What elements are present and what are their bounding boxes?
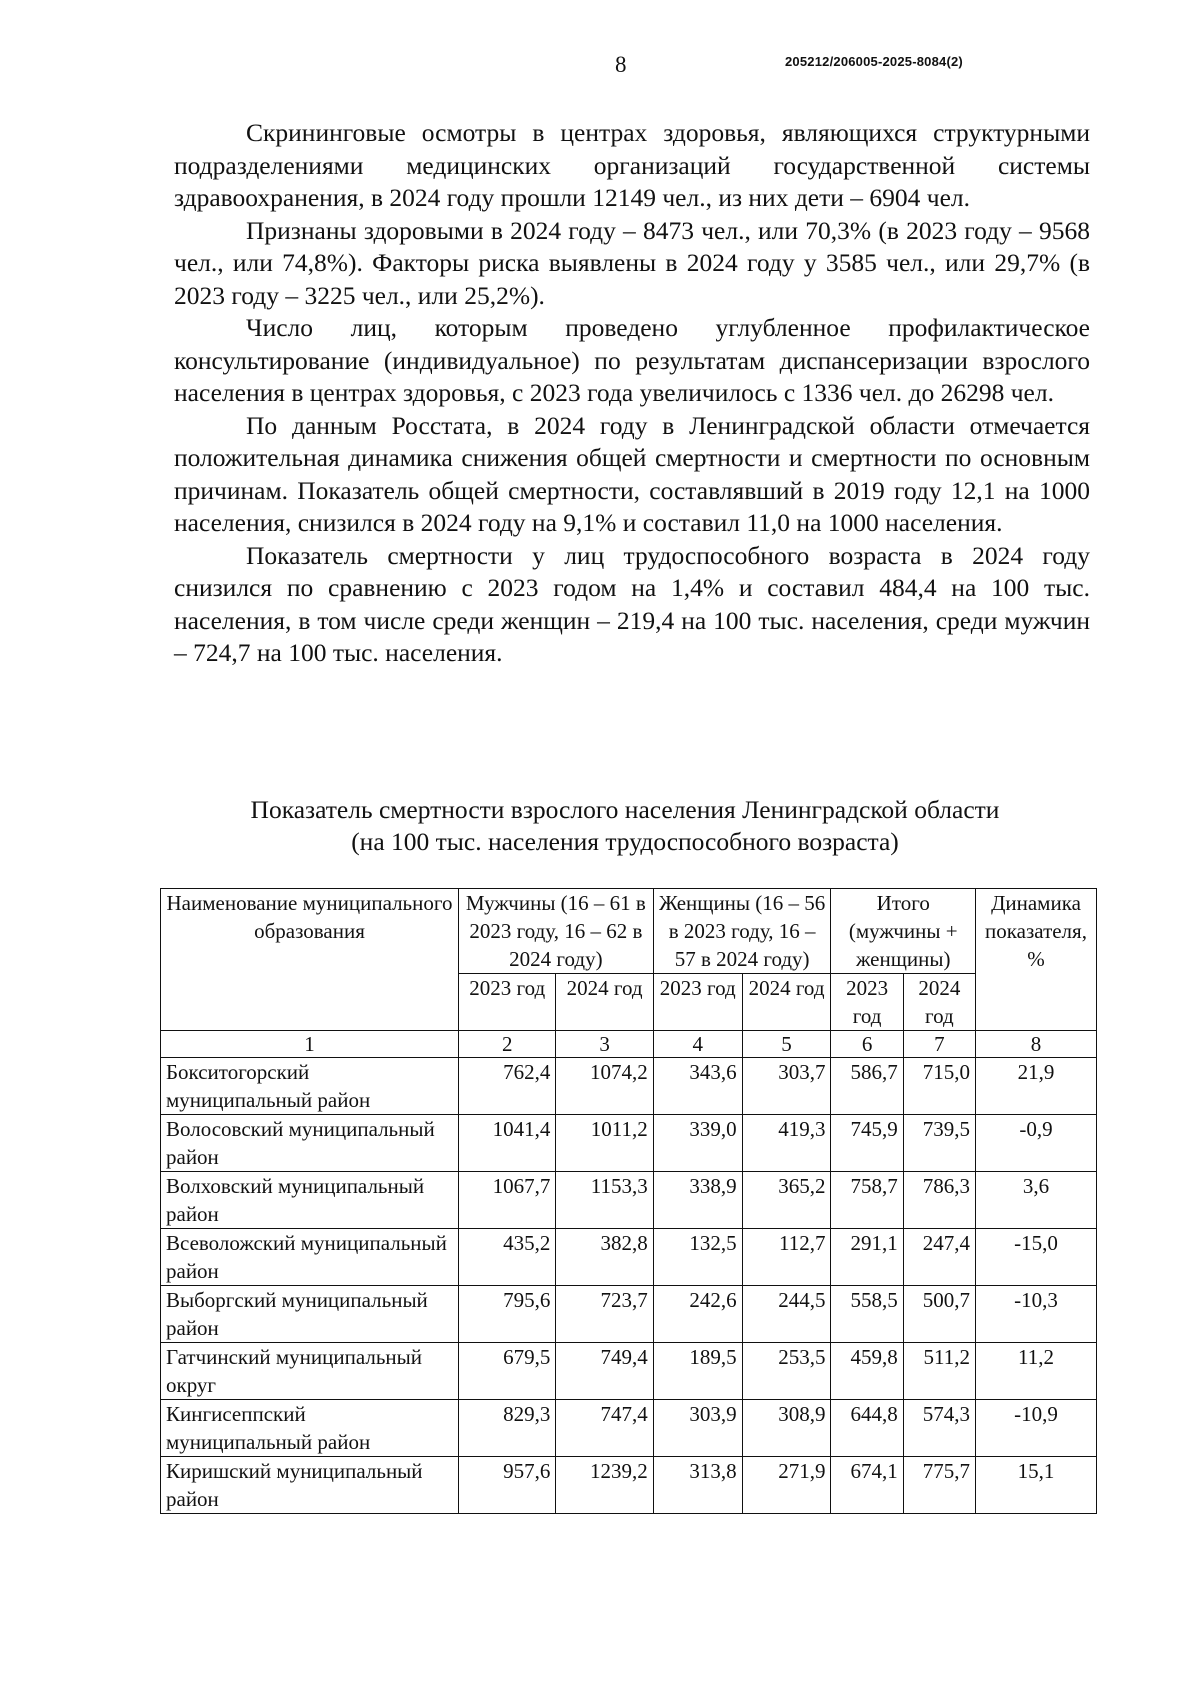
column-number: 6: [831, 1031, 903, 1058]
men-2024-value: 749,4: [556, 1343, 653, 1400]
header-year: 2023 год: [459, 974, 556, 1031]
table-row: [161, 1115, 1097, 1172]
total-2024-value: 739,5: [903, 1115, 975, 1172]
column-number: 3: [556, 1031, 653, 1058]
document-id: 205212/206005-2025-8084(2): [785, 54, 963, 69]
column-number: 8: [976, 1031, 1097, 1058]
total-2024-value: 715,0: [903, 1058, 975, 1115]
table-row: [161, 1229, 1097, 1286]
dynamics-value: 15,1: [976, 1457, 1097, 1514]
men-2023-value: 435,2: [459, 1229, 556, 1286]
table-row: [161, 1286, 1097, 1343]
women-2024-value: 253,5: [742, 1343, 831, 1400]
header-name: Наименование муниципального образования: [161, 889, 459, 1031]
men-2023-value: 795,6: [459, 1286, 556, 1343]
municipality-name: Выборгский муниципальный район: [161, 1286, 459, 1343]
header-year: 2024 год: [742, 974, 831, 1031]
header-year: 2023 год: [653, 974, 742, 1031]
header-year: 2024 год: [903, 974, 975, 1031]
header-dynamics: Динамика показателя, %: [976, 889, 1097, 1031]
header-women: Женщины (16 – 56 в 2023 году, 16 – 57 в 2024 году): [653, 889, 831, 974]
total-2023-value: 291,1: [831, 1229, 903, 1286]
women-2024-value: 303,7: [742, 1058, 831, 1115]
total-2023-value: 745,9: [831, 1115, 903, 1172]
women-2023-value: 132,5: [653, 1229, 742, 1286]
table-row: [161, 1343, 1097, 1400]
mortality-table: [160, 888, 1097, 1514]
men-2024-value: 723,7: [556, 1286, 653, 1343]
total-2023-value: 644,8: [831, 1400, 903, 1457]
men-2024-value: 1074,2: [556, 1058, 653, 1115]
municipality-name: Бокситогорский муниципальный район: [161, 1058, 459, 1115]
men-2023-value: 1067,7: [459, 1172, 556, 1229]
total-2023-value: 758,7: [831, 1172, 903, 1229]
total-2024-value: 574,3: [903, 1400, 975, 1457]
total-2023-value: 674,1: [831, 1457, 903, 1514]
men-2023-value: 957,6: [459, 1457, 556, 1514]
total-2023-value: 558,5: [831, 1286, 903, 1343]
dynamics-value: -10,3: [976, 1286, 1097, 1343]
paragraph: По данным Росстата, в 2024 году в Ленинградской области отмечается положительная динамика снижения общей смертности и смертности по основным причинам. Показатель общей смертности, составлявший в 2019 году 12,1 на 1000 населения, снизился в 2024 году на 9,1% и составил 11,0 на 1000 населения.: [174, 410, 1090, 537]
women-2023-value: 339,0: [653, 1115, 742, 1172]
men-2024-value: 382,8: [556, 1229, 653, 1286]
municipality-name: Всеволожский муниципальный район: [161, 1229, 459, 1286]
women-2023-value: 242,6: [653, 1286, 742, 1343]
women-2023-value: 313,8: [653, 1457, 742, 1514]
women-2023-value: 189,5: [653, 1343, 742, 1400]
dynamics-value: 3,6: [976, 1172, 1097, 1229]
paragraph: Скрининговые осмотры в центрах здоровья, являющихся структурными подразделениями медицинских организаций государственной системы здравоохранения, в 2024 году прошли 12149 чел., из них дети – 6904 чел.: [174, 118, 1090, 212]
women-2024-value: 308,9: [742, 1400, 831, 1457]
table-row: [161, 1058, 1097, 1115]
column-number: 5: [742, 1031, 831, 1058]
municipality-name: Киришский муниципальный район: [161, 1457, 459, 1514]
men-2023-value: 679,5: [459, 1343, 556, 1400]
women-2024-value: 112,7: [742, 1229, 831, 1286]
header-row: [161, 889, 1097, 974]
column-number: 4: [653, 1031, 742, 1058]
dynamics-value: 21,9: [976, 1058, 1097, 1115]
total-2024-value: 247,4: [903, 1229, 975, 1286]
municipality-name: Волховский муниципальный район: [161, 1172, 459, 1229]
municipality-name: Волосовский муниципальный район: [161, 1115, 459, 1172]
header-men: Мужчины (16 – 61 в 2023 году, 16 – 62 в 2024 году): [459, 889, 654, 974]
body-text: [174, 117, 1090, 670]
column-number-row: [161, 1031, 1097, 1058]
paragraph: Число лиц, которым проведено углубленное профилактическое консультирование (индивидуальное) по результатам диспансеризации взрослого населения в центрах здоровья, с 2023 года увеличилось с 1336 чел. до 26298 чел.: [174, 313, 1090, 407]
dynamics-value: 11,2: [976, 1343, 1097, 1400]
men-2024-value: 1011,2: [556, 1115, 653, 1172]
women-2024-value: 365,2: [742, 1172, 831, 1229]
column-number: 7: [903, 1031, 975, 1058]
table-row: [161, 1400, 1097, 1457]
table-title-line: (на 100 тыс. населения трудоспособного возраста): [351, 827, 899, 856]
women-2023-value: 338,9: [653, 1172, 742, 1229]
men-2023-value: 829,3: [459, 1400, 556, 1457]
header-total: Итого (мужчины + женщины): [831, 889, 976, 974]
total-2024-value: 500,7: [903, 1286, 975, 1343]
table-row: [161, 1457, 1097, 1514]
dynamics-value: -0,9: [976, 1115, 1097, 1172]
women-2024-value: 419,3: [742, 1115, 831, 1172]
women-2023-value: 303,9: [653, 1400, 742, 1457]
total-2024-value: 775,7: [903, 1457, 975, 1514]
men-2024-value: 747,4: [556, 1400, 653, 1457]
table-title-line: Показатель смертности взрослого населения Ленинградской области: [250, 795, 1000, 824]
table-row: [161, 1172, 1097, 1229]
header-year: 2024 год: [556, 974, 653, 1031]
municipality-name: Гатчинский муниципальный округ: [161, 1343, 459, 1400]
women-2023-value: 343,6: [653, 1058, 742, 1115]
total-2024-value: 786,3: [903, 1172, 975, 1229]
paragraph: Признаны здоровыми в 2024 году – 8473 чел., или 70,3% (в 2023 году – 9568 чел., или 74,8%). Факторы риска выявлены в 2024 году у 3585 чел., или 29,7% (в 2023 году – 3225 чел., или 25,2%).: [174, 215, 1090, 310]
header-year: 2023 год: [831, 974, 903, 1031]
dynamics-value: -15,0: [976, 1229, 1097, 1286]
men-2023-value: 1041,4: [459, 1115, 556, 1172]
column-number: 2: [459, 1031, 556, 1058]
women-2024-value: 271,9: [742, 1457, 831, 1514]
men-2024-value: 1239,2: [556, 1457, 653, 1514]
total-2023-value: 586,7: [831, 1058, 903, 1115]
paragraph: Показатель смертности у лиц трудоспособного возраста в 2024 году снизился по сравнению с 2023 годом на 1,4% и составил 484,4 на 100 тыс. населения, в том числе среди женщин – 219,4 на 100 тыс. населения, среди мужчин – 724,7 на 100 тыс. населения.: [174, 540, 1090, 667]
municipality-name: Кингисеппский муниципальный район: [161, 1400, 459, 1457]
column-number: 1: [161, 1031, 459, 1058]
table-title: [150, 794, 1100, 858]
men-2023-value: 762,4: [459, 1058, 556, 1115]
men-2024-value: 1153,3: [556, 1172, 653, 1229]
total-2023-value: 459,8: [831, 1343, 903, 1400]
total-2024-value: 511,2: [903, 1343, 975, 1400]
women-2024-value: 244,5: [742, 1286, 831, 1343]
page-number: 8: [615, 52, 627, 77]
dynamics-value: -10,9: [976, 1400, 1097, 1457]
